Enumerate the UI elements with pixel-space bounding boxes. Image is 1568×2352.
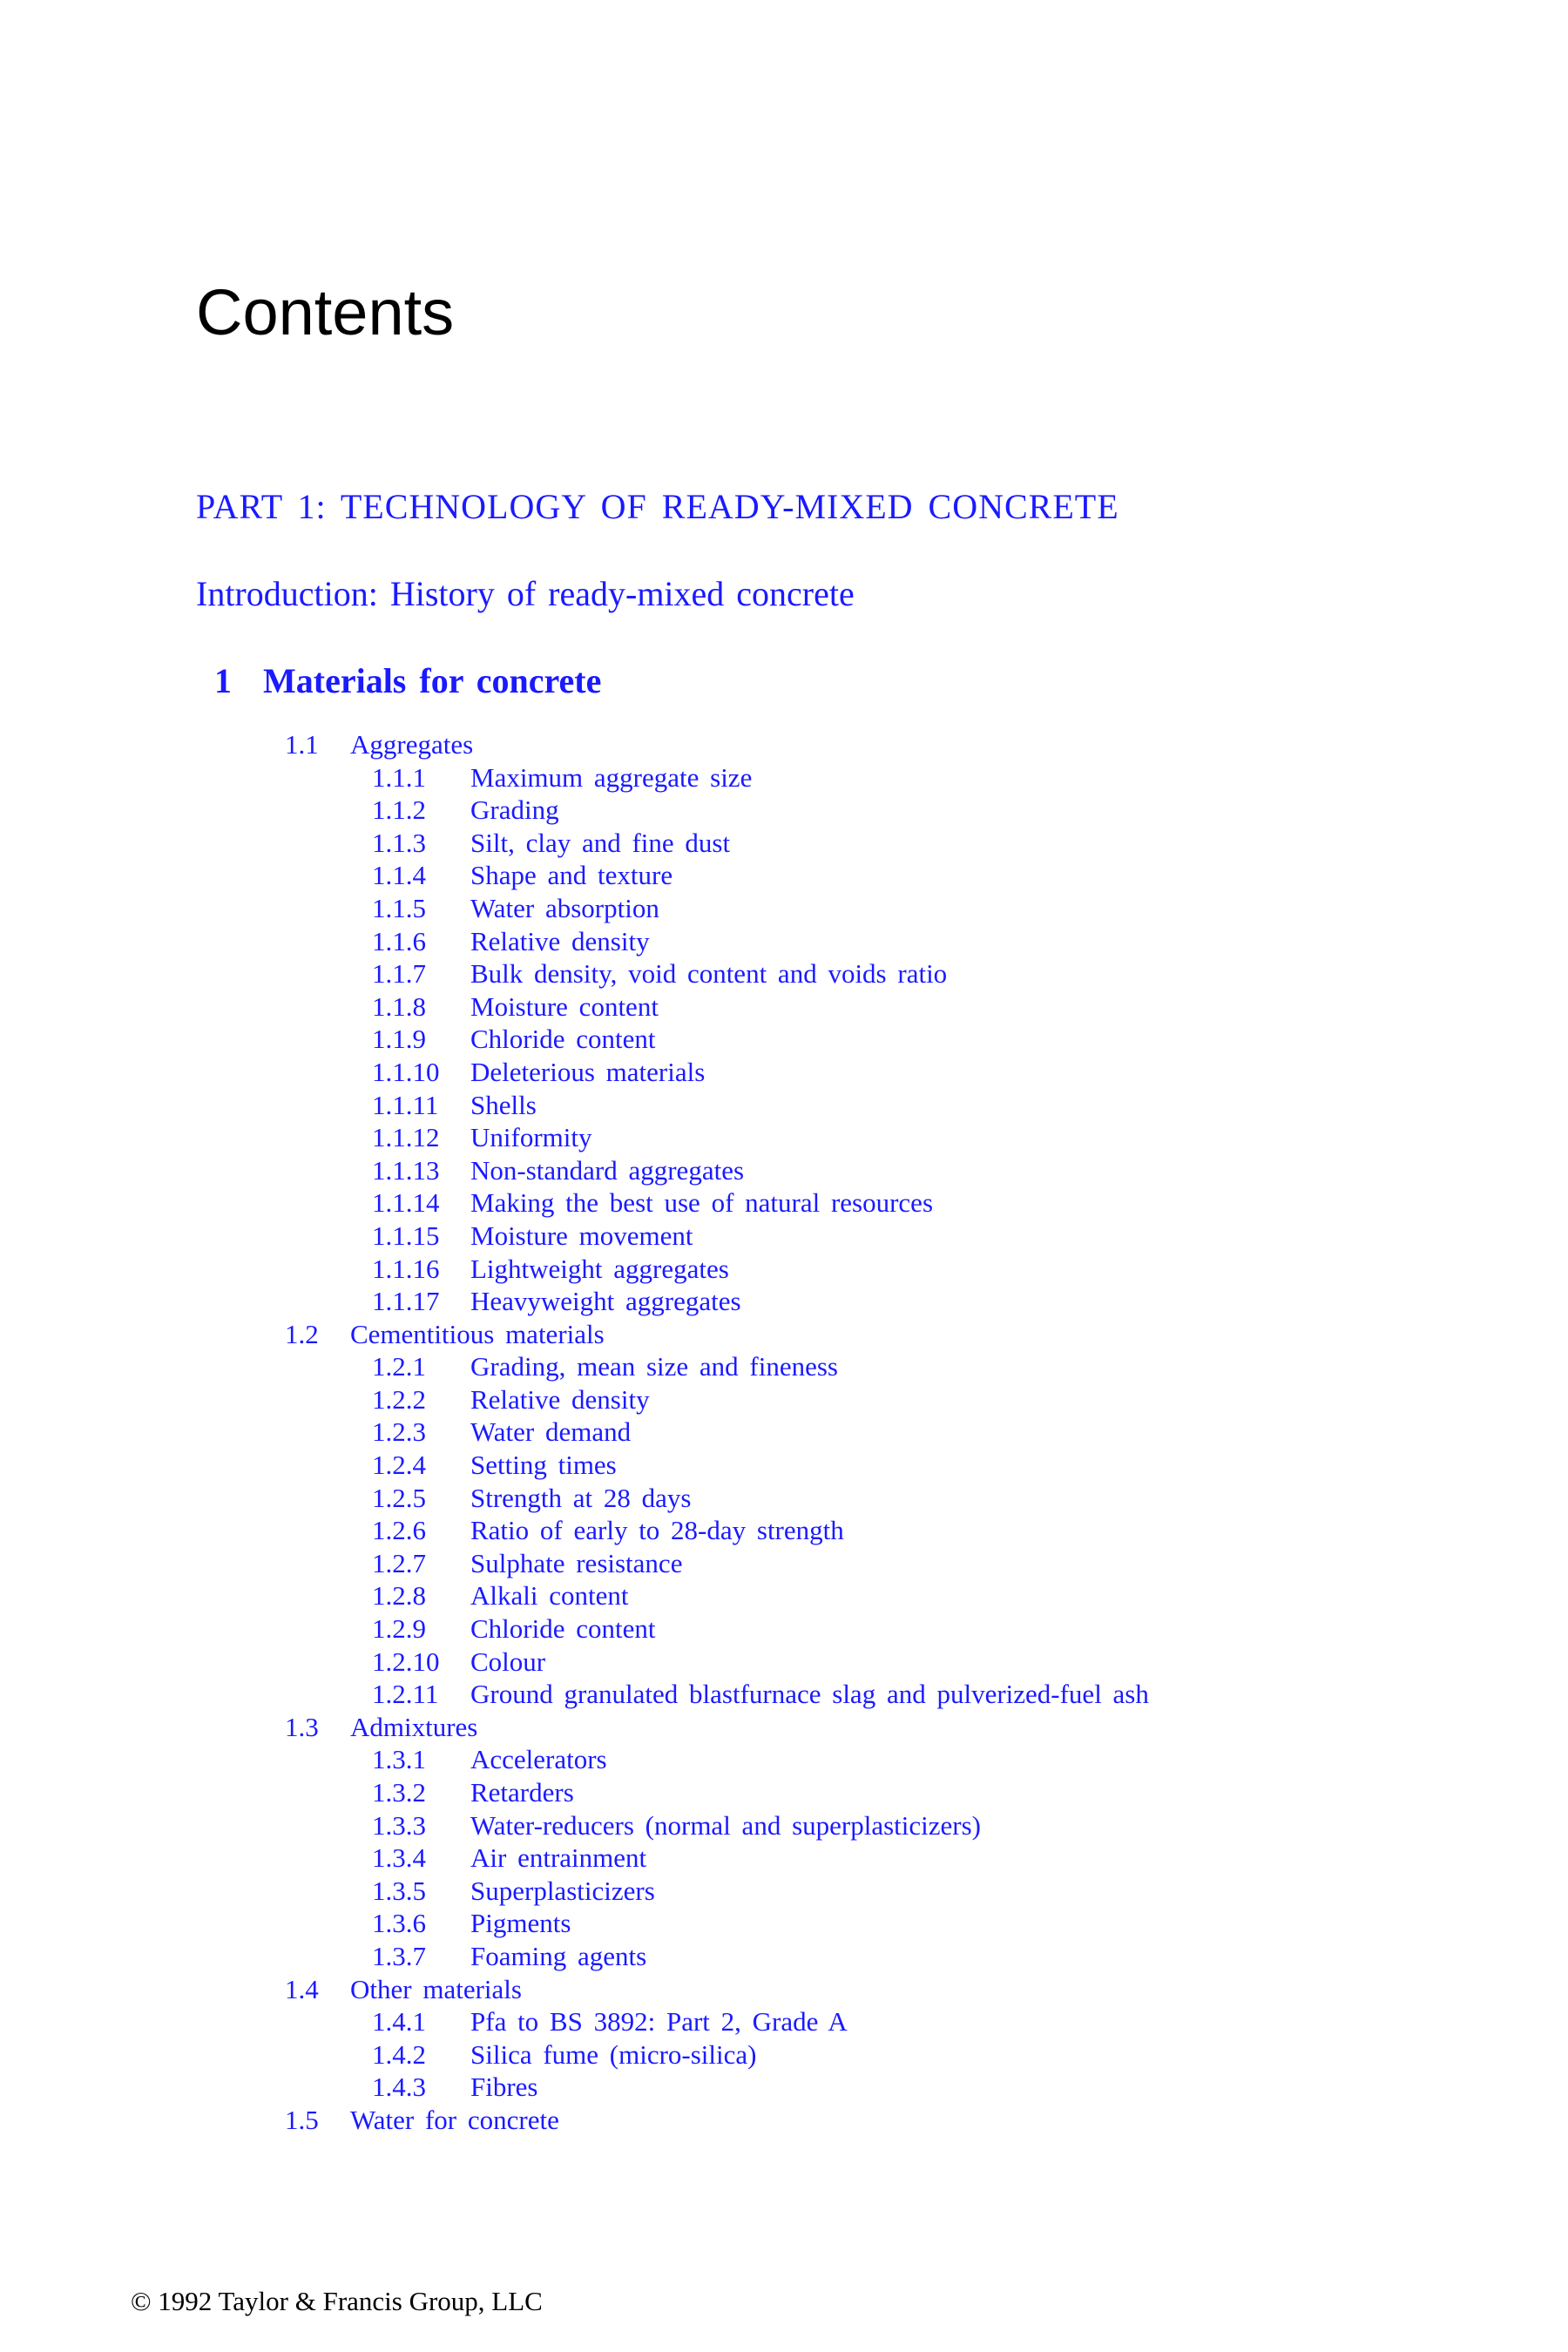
toc-entry-title: Other materials — [350, 1973, 522, 2004]
toc-entry-number: 1.1.4 — [372, 860, 426, 891]
toc-entry-number: 1.1.6 — [372, 925, 426, 956]
toc-entry-title: Bulk density, void content and voids ratio — [470, 958, 948, 990]
toc-entry-title: Ratio of early to 28-day strength — [470, 1515, 844, 1546]
toc-entry[interactable] — [0, 1907, 1568, 1940]
toc-entry-title: Pigments — [470, 1908, 571, 1939]
toc-entry-number: 1.2.9 — [372, 1613, 426, 1645]
toc-entry-number: 1.1.16 — [372, 1253, 440, 1284]
toc-entry-title: Relative density — [470, 1383, 650, 1415]
toc-entry[interactable] — [0, 827, 1568, 860]
toc-entry-number: 1.1.7 — [372, 958, 426, 990]
toc-entry-number: 1.4.1 — [372, 2006, 426, 2038]
toc-entry-number: 1.3.5 — [372, 1875, 426, 1906]
toc-entry-title: Cementitious materials — [350, 1318, 605, 1349]
toc-entry-title: Uniformity — [470, 1122, 592, 1153]
toc-entry-number: 1.2.1 — [372, 1351, 426, 1382]
toc-entry[interactable] — [0, 859, 1568, 892]
toc-entry-number: 1.4.3 — [372, 2072, 426, 2103]
chapter-title: Materials for concrete — [263, 661, 602, 700]
toc-entry[interactable] — [0, 1121, 1568, 1154]
toc-entry[interactable] — [0, 2005, 1568, 2038]
toc-entry-number: 1.2.6 — [372, 1515, 426, 1546]
toc-entry-title: Water demand — [470, 1416, 632, 1448]
toc-entry-number: 1.1.17 — [372, 1286, 440, 1317]
toc-entry[interactable] — [0, 1416, 1568, 1449]
toc-entry-number: 1.3.1 — [372, 1744, 426, 1775]
toc-entry[interactable] — [0, 1482, 1568, 1515]
toc-entry-title: Pfa to BS 3892: Part 2, Grade A — [470, 2006, 848, 2038]
toc-entry-title: Admixtures — [350, 1711, 478, 1742]
toc-entry[interactable] — [0, 1514, 1568, 1547]
toc-entry-title: Moisture content — [470, 990, 659, 1022]
toc-entry-number: 1.5 — [285, 2104, 319, 2135]
toc-entry-title: Ground granulated blastfurnace slag and pulverized-fuel ash — [470, 1679, 1149, 1710]
toc-entry-number: 1.1.11 — [372, 1089, 439, 1120]
toc-entry-number: 1.1.9 — [372, 1024, 426, 1055]
toc-entry[interactable] — [0, 2104, 1568, 2137]
toc-entry[interactable] — [0, 1940, 1568, 1973]
toc-entry[interactable] — [0, 1711, 1568, 1744]
toc-entry-number: 1.1.3 — [372, 827, 426, 858]
toc-entry[interactable] — [0, 1547, 1568, 1580]
toc-entry-number: 1.2.2 — [372, 1383, 426, 1415]
toc-entry[interactable] — [0, 1056, 1568, 1089]
toc-entry-title: Deleterious materials — [470, 1056, 706, 1087]
toc-entry-title: Shape and texture — [470, 860, 673, 891]
toc-entry-number: 1.1.12 — [372, 1122, 440, 1153]
toc-entry[interactable] — [0, 1383, 1568, 1416]
toc-entry-number: 1.1.15 — [372, 1220, 440, 1251]
toc-entry[interactable] — [0, 1285, 1568, 1318]
toc-entry-number: 1.1.14 — [372, 1187, 440, 1219]
toc-entry-title: Grading — [470, 794, 559, 826]
toc-entry-number: 1.2 — [285, 1318, 319, 1349]
toc-entry-title: Accelerators — [470, 1744, 607, 1775]
toc-entry-title: Heavyweight aggregates — [470, 1286, 741, 1317]
toc-entry[interactable] — [0, 1154, 1568, 1187]
toc-entry-number: 1.2.3 — [372, 1416, 426, 1448]
toc-entry[interactable] — [0, 1809, 1568, 1842]
toc-entry-number: 1.1 — [285, 729, 319, 760]
toc-entry[interactable] — [0, 1875, 1568, 1908]
toc-entry-title: Silica fume (micro-silica) — [470, 2038, 757, 2070]
toc-entry-title: Superplasticizers — [470, 1875, 655, 1906]
toc-entry[interactable] — [0, 1449, 1568, 1482]
toc-entry-title: Setting times — [470, 1450, 617, 1481]
toc-entry-title: Aggregates — [350, 729, 474, 760]
toc-entry-title: Retarders — [470, 1777, 574, 1808]
toc-entry[interactable] — [0, 990, 1568, 1024]
toc-entry[interactable] — [0, 1253, 1568, 1286]
toc-entry-title: Water for concrete — [350, 2104, 559, 2135]
toc-entry-title: Non-standard aggregates — [470, 1154, 745, 1186]
toc-entry-number: 1.1.5 — [372, 892, 426, 923]
toc-entry-number: 1.3.6 — [372, 1908, 426, 1939]
toc-entry[interactable] — [0, 761, 1568, 794]
toc-entry-number: 1.2.8 — [372, 1580, 426, 1612]
toc-entry-number: 1.3.4 — [372, 1842, 426, 1874]
toc-entry[interactable] — [0, 957, 1568, 990]
copyright-footer: © 1992 Taylor & Francis Group, LLC — [131, 2286, 543, 2316]
toc-entry[interactable] — [0, 1743, 1568, 1776]
toc-entry[interactable] — [0, 892, 1568, 925]
toc-entry-title: Grading, mean size and fineness — [470, 1351, 839, 1382]
toc-entry-title: Sulphate resistance — [470, 1547, 683, 1578]
toc-entry-number: 1.1.10 — [372, 1056, 440, 1087]
toc-entry-number: 1.4 — [285, 1973, 319, 2004]
toc-entry[interactable] — [0, 1776, 1568, 1809]
toc-entry[interactable] — [0, 1678, 1568, 1711]
toc-entry[interactable] — [0, 1023, 1568, 1056]
toc-entry-title: Strength at 28 days — [470, 1482, 692, 1513]
toc-entry-number: 1.3 — [285, 1711, 319, 1742]
toc-entry-title: Maximum aggregate size — [470, 761, 753, 793]
toc-entry-number: 1.1.2 — [372, 794, 426, 826]
page-title: Contents — [196, 276, 455, 348]
toc-entry-number: 1.3.2 — [372, 1777, 426, 1808]
part-1-heading-link[interactable]: PART 1: TECHNOLOGY OF READY-MIXED CONCRETE — [196, 487, 1119, 526]
toc-entry[interactable] — [0, 1973, 1568, 2006]
toc-entry[interactable] — [0, 1318, 1568, 1351]
toc-entry-number: 1.3.3 — [372, 1809, 426, 1841]
toc-entry-number: 1.2.7 — [372, 1547, 426, 1578]
chapter-1-heading-link[interactable] — [214, 661, 602, 700]
toc-entry-title: Air entrainment — [470, 1842, 647, 1874]
toc-entry-title: Chloride content — [470, 1613, 656, 1645]
toc-entry[interactable] — [0, 1186, 1568, 1220]
toc-entry[interactable] — [0, 2071, 1568, 2104]
toc-entry[interactable] — [0, 925, 1568, 958]
toc-entry-number: 1.1.8 — [372, 990, 426, 1022]
toc-entry-title: Moisture movement — [470, 1220, 693, 1251]
toc-entry-title: Foaming agents — [470, 1940, 647, 1971]
toc-entry-number: 1.3.7 — [372, 1940, 426, 1971]
toc-entry-list — [0, 728, 1568, 2137]
toc-entry[interactable] — [0, 1089, 1568, 1122]
toc-entry[interactable] — [0, 2038, 1568, 2072]
toc-entry-number: 1.1.13 — [372, 1154, 440, 1186]
toc-entry[interactable] — [0, 1842, 1568, 1875]
toc-entry[interactable] — [0, 728, 1568, 761]
toc-entry-title: Water absorption — [470, 892, 659, 923]
toc-entry-title: Alkali content — [470, 1580, 629, 1612]
toc-entry[interactable] — [0, 794, 1568, 827]
toc-entry[interactable] — [0, 1350, 1568, 1383]
introduction-heading-link[interactable]: Introduction: History of ready-mixed concrete — [196, 574, 855, 613]
toc-entry-number: 1.2.11 — [372, 1679, 439, 1710]
toc-entry-number: 1.4.2 — [372, 2038, 426, 2070]
toc-entry[interactable] — [0, 1646, 1568, 1679]
toc-entry-title: Colour — [470, 1646, 546, 1677]
toc-entry[interactable] — [0, 1579, 1568, 1612]
toc-entry[interactable] — [0, 1220, 1568, 1253]
toc-entry-title: Chloride content — [470, 1024, 656, 1055]
toc-entry-number: 1.2.5 — [372, 1482, 426, 1513]
toc-entry-title: Fibres — [470, 2072, 538, 2103]
toc-entry-title: Water-reducers (normal and superplasticizers) — [470, 1809, 981, 1841]
toc-entry-title: Silt, clay and fine dust — [470, 827, 731, 858]
toc-entry-number: 1.1.1 — [372, 761, 426, 793]
toc-entry-title: Relative density — [470, 925, 650, 956]
toc-entry[interactable] — [0, 1612, 1568, 1646]
toc-entry-number: 1.2.4 — [372, 1450, 426, 1481]
toc-entry-title: Lightweight aggregates — [470, 1253, 729, 1284]
chapter-number: 1 — [214, 661, 232, 700]
toc-entry-title: Making the best use of natural resources — [470, 1187, 934, 1219]
toc-entry-number: 1.2.10 — [372, 1646, 440, 1677]
toc-entry-title: Shells — [470, 1089, 537, 1120]
